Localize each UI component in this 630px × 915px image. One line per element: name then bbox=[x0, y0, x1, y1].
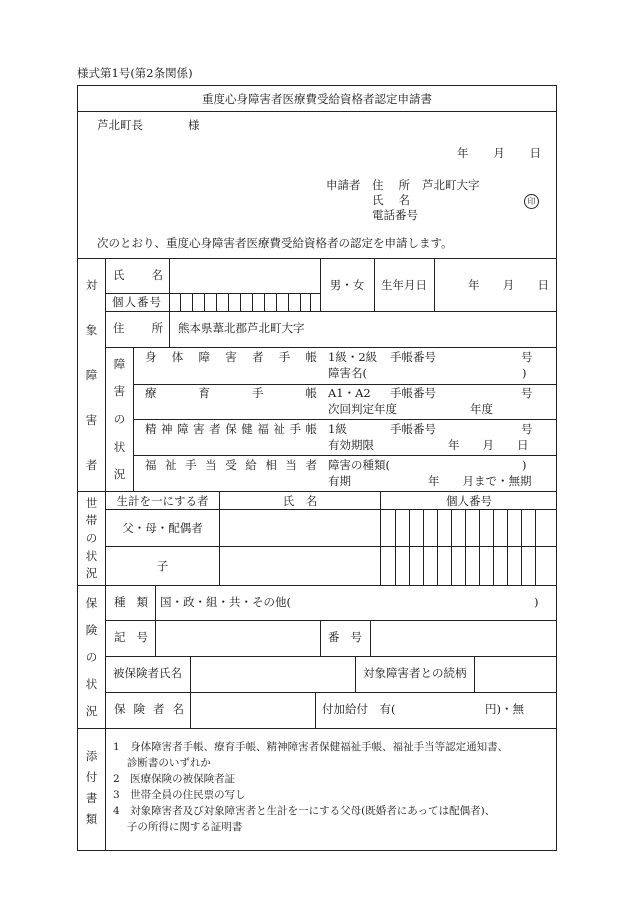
additional-benefit-label[interactable]: 付加給付 有( bbox=[322, 702, 396, 716]
form-title: 重度心身障害者医療費受給資格者認定申請書 bbox=[202, 91, 432, 106]
household-header-name: 氏 名 bbox=[282, 493, 318, 508]
status-disability-name: 障害名( bbox=[328, 366, 367, 380]
household-header-relation: 生計を一にする者 bbox=[116, 493, 209, 508]
insurance-side-label: 保 険 の 状 況 bbox=[85, 596, 98, 718]
status-number-suffix: 号 bbox=[521, 422, 533, 436]
status-book-number-label: 手帳番号 bbox=[390, 422, 436, 436]
status-next-assessment: 次回判定年度 bbox=[328, 402, 397, 416]
status-type-rehab: 療育手帳 bbox=[145, 386, 317, 400]
subject-address-value: 熊本県葦北郡芦北町大字 bbox=[178, 321, 305, 335]
disability-status-side-label: 障 害 の 状 況 bbox=[113, 356, 126, 482]
additional-benefit-close[interactable]: 円)・無 bbox=[485, 702, 524, 716]
status-number-suffix: 号 bbox=[521, 350, 533, 364]
status-term-until: 年 月まで・無期 bbox=[428, 474, 532, 488]
applicant-address-label: 住 所 bbox=[372, 178, 410, 192]
birthdate-units: 年 月 日 bbox=[468, 278, 549, 292]
status-expiry-label: 有効期限 bbox=[328, 438, 374, 452]
attachment-item: 診断書のいずれか bbox=[113, 757, 211, 769]
status-paren-close: ) bbox=[522, 458, 527, 472]
status-type-mental: 精神障害者保健福祉手帳 bbox=[145, 422, 317, 436]
household-side-label: 世 帯 の 状 況 bbox=[85, 495, 98, 581]
status-book-number-label: 手帳番号 bbox=[390, 386, 436, 400]
applicant-address-value: 芦北町大字 bbox=[422, 178, 480, 192]
attachment-item: 3 世帯全員の住民票の写し bbox=[113, 789, 246, 801]
addressee-name: 芦北町長 bbox=[97, 118, 143, 132]
household-header-number: 個人番号 bbox=[446, 493, 492, 508]
status-number-suffix: 号 bbox=[521, 386, 533, 400]
insurance-number-label: 番 号 bbox=[328, 630, 362, 644]
attachment-item: 2 医療保険の被保険者証 bbox=[113, 773, 236, 785]
status-term-label: 有期 bbox=[328, 474, 351, 488]
status-book-number-label: 手帳番号 bbox=[390, 350, 436, 364]
status-fiscal-year-unit: 年度 bbox=[470, 402, 493, 416]
household-row-child: 子 bbox=[156, 559, 169, 573]
status-grade: 1級 bbox=[328, 422, 347, 436]
form-number: 様式第1号(第2条関係) bbox=[77, 66, 193, 80]
status-type-physical: 身体障害者手帳 bbox=[145, 350, 317, 364]
status-expiry-date-units: 年 月 日 bbox=[448, 438, 529, 452]
applicant-name-label: 氏 名 bbox=[372, 193, 410, 207]
status-disability-kind: 障害の種類( bbox=[328, 458, 390, 472]
insurer-name-label: 保 険 者 名 bbox=[114, 702, 184, 716]
subject-personal-number-label: 個人番号 bbox=[112, 295, 162, 309]
insured-name-label: 被保険者氏名 bbox=[113, 666, 182, 680]
status-grade: 1級・2級 bbox=[328, 350, 378, 364]
subject-address-label: 住 所 bbox=[113, 321, 163, 335]
status-type-allowance: 福祉手当受給相当者 bbox=[145, 458, 317, 472]
insurance-type-close: ) bbox=[534, 595, 539, 609]
subject-name-label: 氏 名 bbox=[113, 268, 163, 282]
insurance-symbol-label: 記 号 bbox=[114, 630, 148, 644]
status-grade: A1・A2 bbox=[328, 386, 371, 400]
attachment-item: 1 身体障害者手帳、療育手帳、精神障害者保健福祉手帳、福祉手当等認定通知書、 bbox=[113, 741, 509, 753]
attachment-item: 子の所得に関する証明書 bbox=[113, 821, 243, 833]
sex-options[interactable]: 男・女 bbox=[329, 278, 365, 292]
relation-to-subject-label: 対象障害者との続柄 bbox=[363, 666, 467, 680]
applicant-phone-label: 電話番号 bbox=[372, 208, 418, 222]
insurance-type-options[interactable]: 国・政・組・共・その他( bbox=[160, 595, 291, 609]
insurance-type-label: 種 類 bbox=[114, 595, 148, 609]
household-row-parents-spouse: 父・母・配偶者 bbox=[122, 521, 203, 535]
addressee-honorific: 様 bbox=[188, 118, 200, 132]
applicant-label: 申請者 bbox=[326, 178, 361, 192]
submission-date: 年 月 日 bbox=[457, 146, 541, 160]
birthdate-label: 生年月日 bbox=[381, 278, 427, 292]
subject-side-label: 対 象 障 害 者 bbox=[85, 277, 98, 473]
attachments-side-label: 添 付 書 類 bbox=[85, 748, 98, 826]
status-paren-close: ) bbox=[522, 366, 527, 380]
intro-text: 次のとおり、重度心身障害者医療費受給資格者の認定を申請します。 bbox=[97, 236, 453, 250]
attachment-item: 4 対象障害者及び対象障害者と生計を一にする父母(既婚者にあっては配偶者)、 bbox=[113, 805, 496, 817]
seal-mark-icon: 印 bbox=[524, 194, 539, 209]
